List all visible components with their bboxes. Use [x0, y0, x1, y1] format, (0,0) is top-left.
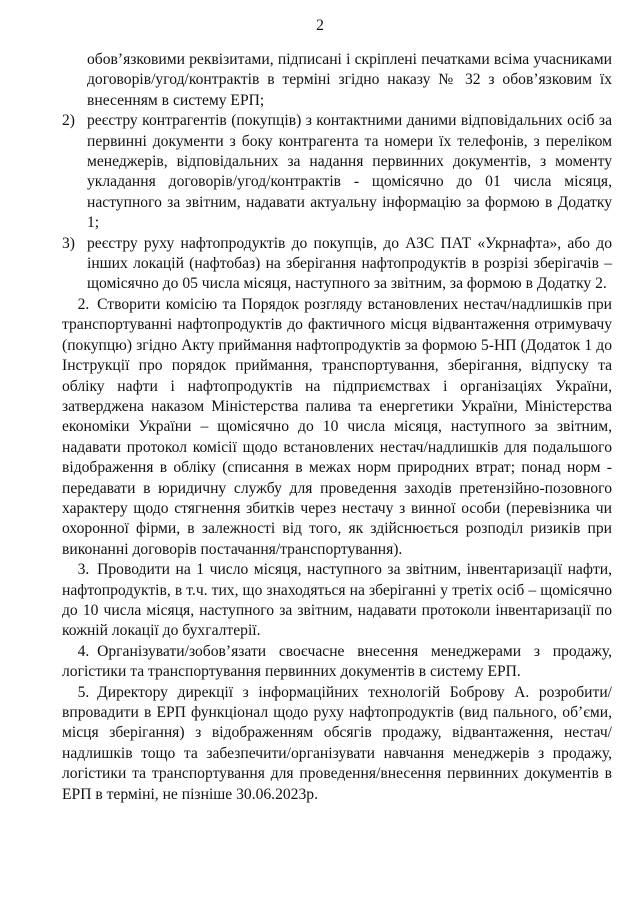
page-number: 2: [316, 17, 324, 34]
subitem-number: 2): [62, 112, 75, 130]
continuation-text: обов’язковими реквізитами, підписані і скріплені печатками всіма учасниками договорів/угод/контрактів в терміні згідно наказу № 32 з обов’язковим їх внесенням в систему ЕРП;: [87, 51, 612, 109]
numbered-paragraph: [62, 560, 612, 642]
paragraph-text: Створити комісію та Порядок розгляду встановлених нестач/надлишків при транспортуванні нафтопродуктів до фактичного місця відвантаження отримувачу (покупцю) згідно Акту приймання нафтопродуктів за формою 5-НП (Додаток 1 до Інструкції про порядок приймання, транспортування, зберігання, відпуску та обліку нафти і нафтопродуктів на підприємствах і організаціях України, затверджена наказом Міністерства палива та енергетики України, Міністерства економіки України – щомісячно до 10 числа місяця, наступного за звітним, надавати протокол комісії щодо встановлених нестач/надлишків для подальшого відображення в обліку (списання в межах норм природних втрат; понад норм - передавати в юридичну службу для проведення заходів претензійно-позовного характеру щодо стягнення збитків через нестачу з винної особи (перевізника чи охоронної фірми, в залежності від того, як здійснюється розподіл ризиків при виконанні договорів постачання/транспортування).: [62, 295, 612, 558]
numbered-paragraph: [62, 683, 612, 805]
numbered-paragraph: [62, 642, 612, 683]
numbered-paragraph: [62, 295, 612, 560]
subitem: [62, 234, 612, 295]
subitem-text: реєстру руху нафтопродуктів до покупців, до АЗС ПАТ «Укрнафта», або до інших локацій (нафтобаз) на зберігання нафтопродуктів в розрізі зберігачів – щомісячно до 05 числа місяця, наступного за звітним, за формою в Додатку 2.: [87, 234, 612, 293]
subitem-number: 3): [62, 234, 75, 252]
paragraph-number: 5.: [77, 683, 90, 701]
paragraph-number: 4.: [77, 642, 90, 660]
paragraph-text: Проводити на 1 число місяця, наступного за звітним, інвентаризації нафти, нафтопродуктів, в т.ч. тих, що знаходяться на зберіганні у третіх осіб – щомісячно до 10 числа місяця, наступного за звітним, надавати протоколи інвентаризації по кожній локації до бухгалтерії.: [62, 561, 612, 640]
subitem-text: реєстру контрагентів (покупців) з контактними даними відповідальних осіб за первинні документи з боку контрагента та номери їх телефонів, з переліком менеджерів, відповідальних за надання первинних документів, з моменту укладання договорів/угод/контрактів - щомісячно до 01 числа місяця, наступного за звітним, надавати актуальну інформацію за формою в Додатку 1;: [87, 112, 612, 232]
paragraph-text: Організувати/зобов’язати своєчасне внесення менеджерами з продажу, логістики та транспортування первинних документів в систему ЕРП.: [62, 642, 612, 681]
paragraph-number: 3.: [77, 561, 90, 579]
document-body: [62, 50, 612, 805]
paragraph-number: 2.: [77, 295, 90, 313]
subitem: [62, 111, 612, 233]
paragraph-text: Директору дирекції з інформаційних технологій Боброву А. розробити/впровадити в ЕРП функціонал щодо руху нафтопродуктів (вид пального, об’єми, місця зберігання) з відображенням обсягів продажу, відвантаження, нестач/надлишків тощо та забезпечити/організувати навчання менеджерів з продажу, логістики та транспортування для проведення/внесення первинних документів в ЕРП в терміні, не пізніше 30.06.2023р.: [62, 683, 612, 803]
